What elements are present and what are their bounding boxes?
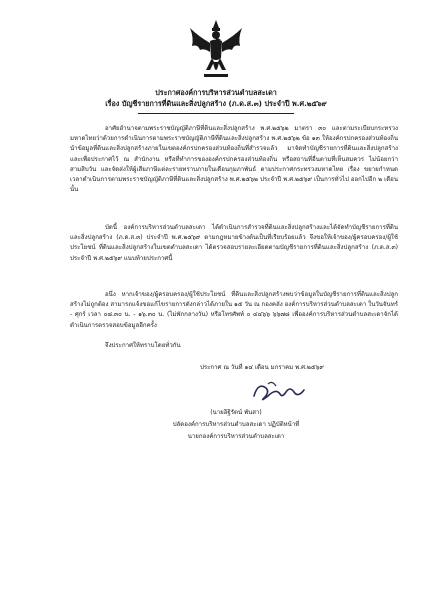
paragraph-announcement: บัดนี้ องค์การบริหารส่วนตำบลสะเดา ได้ดำเนินการสำรวจที่ดินและสิ่งปลูกสร้างและได้จัดทำบัญชีรายการที่ดินและสิ่งปลูกสร้าง (ภ.ด.ส.๓) ประจำปี พ.ศ.๒๕๖๙ ตามกฎหมายข้างต้นเป็นที่เรียบร้อยแล้ว จึงขอให้เจ้าของ/ผู้ครอบครอง/ผู้ใช้ประโยชน์ ที่ดินและสิ่งปลูกสร้างในเขตตำบลสะเดา ได้ตรวจสอบรายละเอียดตามบัญชีรายการที่ดินและสิ่งปลูกสร้าง (ภ.ด.ส.๓) ประจำปี พ.ศ.๒๕๖๙ แนบท้ายประกาศนี้ (70, 224, 398, 262)
paragraph-legal-basis: อาศัยอำนาจตามพระราชบัญญัติภาษีที่ดินและสิ่งปลูกสร้าง พ.ศ.๒๕๖๒ มาตรา ๓๐ และตามระเบียบกระทรวงมหาดไทยว่าด้วยการดำเนินการตามพระราชบัญญัติภาษีที่ดินและสิ่งปลูกสร้าง พ.ศ.๒๕๖๒ ข้อ ๑๓ ให้องค์กรปกครองส่วนท้องถิ่น นำข้อมูลที่ดินและสิ่งปลูกสร้างภายในเขตองค์กรปกครองส่วนท้องถิ่นที่สำรวจแล้ว มาจัดทำบัญชีรายการที่ดินและสิ่งปลูกสร้าง และเพื่อประกาศไว้ ณ สำนักงาน หรือที่ทำการขององค์กรปกครองส่วนท้องถิ่น หรือสถานที่อื่นตามที่เห็นสมควร ไม่น้อยกว่าสามสิบวัน และจัดส่งให้ผู้เสียภาษีแต่ละรายทราบภายในเดือนกุมภาพันธ์ ตามประกาศกระทรวงมหาดไทย เรื่อง ขยายกำหนดเวลาดำเนินการตามพระราชบัญญัติภาษีที่ดินและสิ่งปลูกสร้าง พ.ศ.๒๕๖๒ ประจำปี พ.ศ.๒๕๖๙ เป็นการทั่วไป ออกไปอีก ๒ เดือนนั้น (70, 125, 398, 194)
signer-organization: นายกองค์การบริหารส่วนตำบลสะเดา (187, 433, 285, 440)
signer-role: ปลัดองค์การบริหารส่วนตำบลสะเดา ปฏิบัติหน้าที่ (172, 421, 300, 428)
paragraph-correction-notice: อนึ่ง หากเจ้าของ/ผู้ครอบครอง/ผู้ใช้ประโยชน์ ที่ดินและสิ่งปลูกสร้างพบว่าข้อมูลในบัญชีรายการที่ดินและสิ่งปลูกสร้างไม่ถูกต้อง สามารถแจ้งขอแก้ไขรายการดังกล่าวได้ภายใน ๑๕ วัน ณ กองคลัง องค์การบริหารส่วนตำบลสะเดา ในวันจันทร์ - ศุกร์ เวลา ๐๘.๓๐ น. - ๑๖.๓๐ น. (ไม่พักกลางวัน) หรือโทรศัพท์ ๐ ๔๔๖๖ ๖๖๗๘ เพื่อองค์การบริหารส่วนตำบลสะเดาจักได้ดำเนินการตรวจสอบข้อมูลอีกครั้ง (70, 291, 398, 329)
signature-icon (248, 378, 308, 404)
document-title: ประกาศองค์การบริหารส่วนตำบลสะเดา (155, 88, 277, 97)
paragraph-closing: จึงประกาศให้ทราบโดยทั่วกัน (105, 342, 181, 349)
garuda-emblem-icon (188, 18, 244, 80)
title-divider (138, 113, 294, 114)
announcement-date: ประกาศ ณ วันที่ ๑๔ เดือน มกราคม พ.ศ.๒๕๖๙ (200, 364, 324, 371)
document-subject: เรื่อง บัญชีรายการที่ดินและสิ่งปลูกสร้าง (ภ.ด.ส.๓) ประจำปี พ.ศ.๒๕๖๙ (105, 99, 327, 108)
signer-name: (นายอิฐิรัตน์ พันสา) (210, 409, 262, 416)
